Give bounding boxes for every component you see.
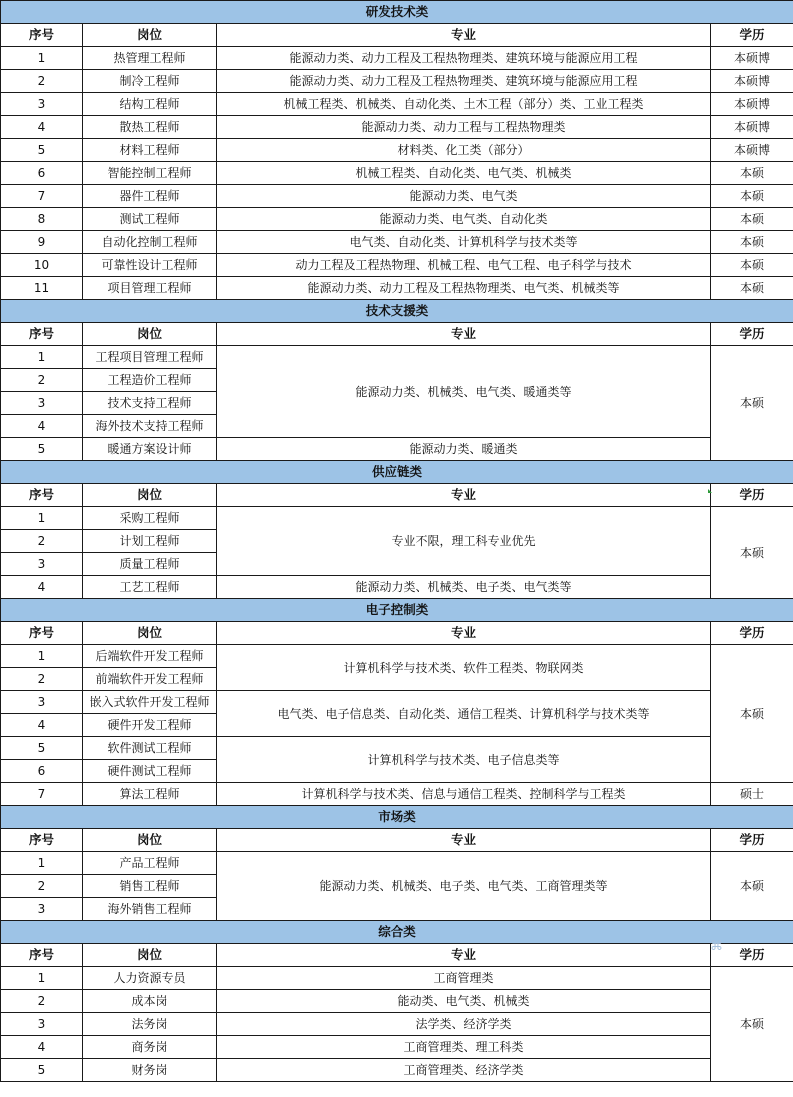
row-position: 法务岗 <box>83 1013 217 1036</box>
section-title-supply: 供应链类 <box>1 461 793 484</box>
row-position: 销售工程师 <box>83 875 217 898</box>
header-no: 序号 <box>1 484 83 507</box>
row-position: 质量工程师 <box>83 553 217 576</box>
row-position: 工艺工程师 <box>83 576 217 599</box>
row-no: 4 <box>1 714 83 737</box>
row-no: 2 <box>1 875 83 898</box>
row-no: 1 <box>1 852 83 875</box>
row-degree: 本硕 <box>711 162 793 185</box>
row-no: 11 <box>1 277 83 300</box>
row-degree: 本硕 <box>711 346 793 461</box>
header-degree: 学历 <box>711 24 793 47</box>
row-degree: 本硕 <box>711 254 793 277</box>
row-no: 1 <box>1 47 83 70</box>
table-row <box>1 737 793 760</box>
row-no: 2 <box>1 369 83 392</box>
section-title-rd: 研发技术类 <box>1 1 793 24</box>
row-no: 1 <box>1 346 83 369</box>
row-no: 3 <box>1 898 83 921</box>
row-position: 财务岗 <box>83 1059 217 1082</box>
row-position: 人力资源专员 <box>83 967 217 990</box>
row-position: 硬件测试工程师 <box>83 760 217 783</box>
table-row <box>1 231 793 254</box>
header-degree: 学历 <box>711 323 793 346</box>
row-no: 3 <box>1 691 83 714</box>
row-position: 结构工程师 <box>83 93 217 116</box>
row-position: 软件测试工程师 <box>83 737 217 760</box>
header-major: 专业 <box>217 622 711 645</box>
row-major: 能源动力类、动力工程及工程热物理类、电气类、机械类等 <box>217 277 711 300</box>
row-position: 成本岗 <box>83 990 217 1013</box>
row-major: 能动类、电气类、机械类 <box>217 990 711 1013</box>
row-major: 能源动力类、动力工程与工程热物理类 <box>217 116 711 139</box>
row-degree: 硕士 <box>711 783 793 806</box>
table-row <box>1 47 793 70</box>
row-position: 散热工程师 <box>83 116 217 139</box>
row-degree: 本硕博 <box>711 70 793 93</box>
header-no: 序号 <box>1 944 83 967</box>
section-title-market: 市场类 <box>1 806 793 829</box>
header-no: 序号 <box>1 622 83 645</box>
section-title-general: 综合类 <box>1 921 793 944</box>
row-major: 能源动力类、机械类、电子类、电气类、工商管理类等 <box>217 852 711 921</box>
section-title-support: 技术支援类 <box>1 300 793 323</box>
row-position: 暖通方案设计师 <box>83 438 217 461</box>
table-row <box>1 1013 793 1036</box>
table-row <box>1 70 793 93</box>
row-major: 电气类、电子信息类、自动化类、通信工程类、计算机科学与技术类等 <box>217 691 711 737</box>
row-position: 可靠性设计工程师 <box>83 254 217 277</box>
row-major: 计算机科学与技术类、电子信息类等 <box>217 737 711 783</box>
table-row <box>1 783 793 806</box>
row-position: 计划工程师 <box>83 530 217 553</box>
row-degree: 本硕 <box>711 185 793 208</box>
row-major: 能源动力类、电气类、自动化类 <box>217 208 711 231</box>
table-row <box>1 162 793 185</box>
header-no: 序号 <box>1 323 83 346</box>
row-major: 材料类、化工类（部分） <box>217 139 711 162</box>
row-degree: 本硕博 <box>711 93 793 116</box>
row-degree: 本硕博 <box>711 47 793 70</box>
row-major: 能源动力类、动力工程及工程热物理类、建筑环境与能源应用工程 <box>217 47 711 70</box>
header-position: 岗位 <box>83 622 217 645</box>
row-major: 法学类、经济学类 <box>217 1013 711 1036</box>
row-position: 热管理工程师 <box>83 47 217 70</box>
header-major: 专业 <box>217 323 711 346</box>
row-no: 2 <box>1 70 83 93</box>
row-position: 工程项目管理工程师 <box>83 346 217 369</box>
row-degree: 本硕 <box>711 967 793 1082</box>
header-no: 序号 <box>1 829 83 852</box>
row-no: 1 <box>1 507 83 530</box>
row-position: 制冷工程师 <box>83 70 217 93</box>
table-row <box>1 990 793 1013</box>
row-major: 工商管理类、经济学类 <box>217 1059 711 1082</box>
row-degree: 本硕 <box>711 277 793 300</box>
row-no: 9 <box>1 231 83 254</box>
row-no: 5 <box>1 139 83 162</box>
row-position: 技术支持工程师 <box>83 392 217 415</box>
table-row <box>1 645 793 668</box>
row-position: 项目管理工程师 <box>83 277 217 300</box>
table-row <box>1 254 793 277</box>
row-degree: 本硕 <box>711 507 793 599</box>
row-position: 海外销售工程师 <box>83 898 217 921</box>
header-major: 专业 <box>217 24 711 47</box>
table-row <box>1 852 793 875</box>
row-degree: 本硕 <box>711 208 793 231</box>
row-position: 前端软件开发工程师 <box>83 668 217 691</box>
row-no: 4 <box>1 1036 83 1059</box>
row-major: 动力工程及工程热物理、机械工程、电气工程、电子科学与技术 <box>217 254 711 277</box>
cell-handle-icon: ⌘ <box>710 939 723 954</box>
row-position: 硬件开发工程师 <box>83 714 217 737</box>
table-row <box>1 691 793 714</box>
row-position: 智能控制工程师 <box>83 162 217 185</box>
row-no: 5 <box>1 737 83 760</box>
row-position: 海外技术支持工程师 <box>83 415 217 438</box>
row-no: 4 <box>1 415 83 438</box>
row-major: 机械工程类、机械类、自动化类、土木工程（部分）类、工业工程类 <box>217 93 711 116</box>
row-no: 2 <box>1 990 83 1013</box>
table-row <box>1 139 793 162</box>
row-degree: 本硕博 <box>711 139 793 162</box>
row-no: 2 <box>1 668 83 691</box>
row-no: 4 <box>1 576 83 599</box>
row-major: 机械工程类、自动化类、电气类、机械类 <box>217 162 711 185</box>
header-degree: 学历 <box>711 484 793 507</box>
row-major: 计算机科学与技术类、信息与通信工程类、控制科学与工程类 <box>217 783 711 806</box>
table-row <box>1 1036 793 1059</box>
row-no: 5 <box>1 1059 83 1082</box>
row-position: 工程造价工程师 <box>83 369 217 392</box>
row-no: 10 <box>1 254 83 277</box>
row-no: 3 <box>1 93 83 116</box>
header-position: 岗位 <box>83 24 217 47</box>
row-no: 4 <box>1 116 83 139</box>
row-position: 产品工程师 <box>83 852 217 875</box>
table-row <box>1 208 793 231</box>
row-position: 测试工程师 <box>83 208 217 231</box>
row-no: 8 <box>1 208 83 231</box>
row-no: 3 <box>1 392 83 415</box>
section-title-electronic: 电子控制类 <box>1 599 793 622</box>
header-degree: 学历 <box>711 829 793 852</box>
row-no: 2 <box>1 530 83 553</box>
row-position: 自动化控制工程师 <box>83 231 217 254</box>
row-major: 工商管理类 <box>217 967 711 990</box>
row-no: 1 <box>1 645 83 668</box>
table-row <box>1 346 793 369</box>
row-major: 电气类、自动化类、计算机科学与技术类等 <box>217 231 711 254</box>
row-position: 后端软件开发工程师 <box>83 645 217 668</box>
row-no: 3 <box>1 553 83 576</box>
header-position: 岗位 <box>83 484 217 507</box>
row-major: 工商管理类、理工科类 <box>217 1036 711 1059</box>
row-no: 6 <box>1 760 83 783</box>
row-major: 能源动力类、机械类、电子类、电气类等 <box>217 576 711 599</box>
header-major: 专业 <box>217 484 711 507</box>
table-row <box>1 507 793 530</box>
row-no: 5 <box>1 438 83 461</box>
row-major: 能源动力类、电气类 <box>217 185 711 208</box>
row-degree: 本硕 <box>711 645 793 783</box>
header-no: 序号 <box>1 24 83 47</box>
row-no: 1 <box>1 967 83 990</box>
header-major: 专业 <box>217 944 711 967</box>
header-degree: 学历 <box>711 622 793 645</box>
row-position: 商务岗 <box>83 1036 217 1059</box>
row-major: 能源动力类、暖通类 <box>217 438 711 461</box>
header-degree: 学历 <box>711 944 793 967</box>
table-row <box>1 116 793 139</box>
row-major: 能源动力类、机械类、电气类、暖通类等 <box>217 346 711 438</box>
table-row <box>1 967 793 990</box>
row-position: 材料工程师 <box>83 139 217 162</box>
row-major: 计算机科学与技术类、软件工程类、物联网类 <box>217 645 711 691</box>
row-no: 7 <box>1 185 83 208</box>
row-position: 嵌入式软件开发工程师 <box>83 691 217 714</box>
header-major: 专业 <box>217 829 711 852</box>
row-major: 能源动力类、动力工程及工程热物理类、建筑环境与能源应用工程 <box>217 70 711 93</box>
header-position: 岗位 <box>83 829 217 852</box>
row-degree: 本硕 <box>711 852 793 921</box>
row-major: 专业不限，理工科专业优先 <box>217 507 711 576</box>
table-row <box>1 185 793 208</box>
row-no: 6 <box>1 162 83 185</box>
table-row <box>1 277 793 300</box>
row-degree: 本硕 <box>711 231 793 254</box>
table-row <box>1 438 793 461</box>
row-position: 器件工程师 <box>83 185 217 208</box>
row-position: 算法工程师 <box>83 783 217 806</box>
table-row <box>1 93 793 116</box>
table-row <box>1 1059 793 1082</box>
row-no: 3 <box>1 1013 83 1036</box>
row-no: 7 <box>1 783 83 806</box>
row-degree: 本硕博 <box>711 116 793 139</box>
comment-indicator-icon <box>708 489 712 493</box>
row-position: 采购工程师 <box>83 507 217 530</box>
table-row <box>1 576 793 599</box>
header-position: 岗位 <box>83 944 217 967</box>
header-position: 岗位 <box>83 323 217 346</box>
